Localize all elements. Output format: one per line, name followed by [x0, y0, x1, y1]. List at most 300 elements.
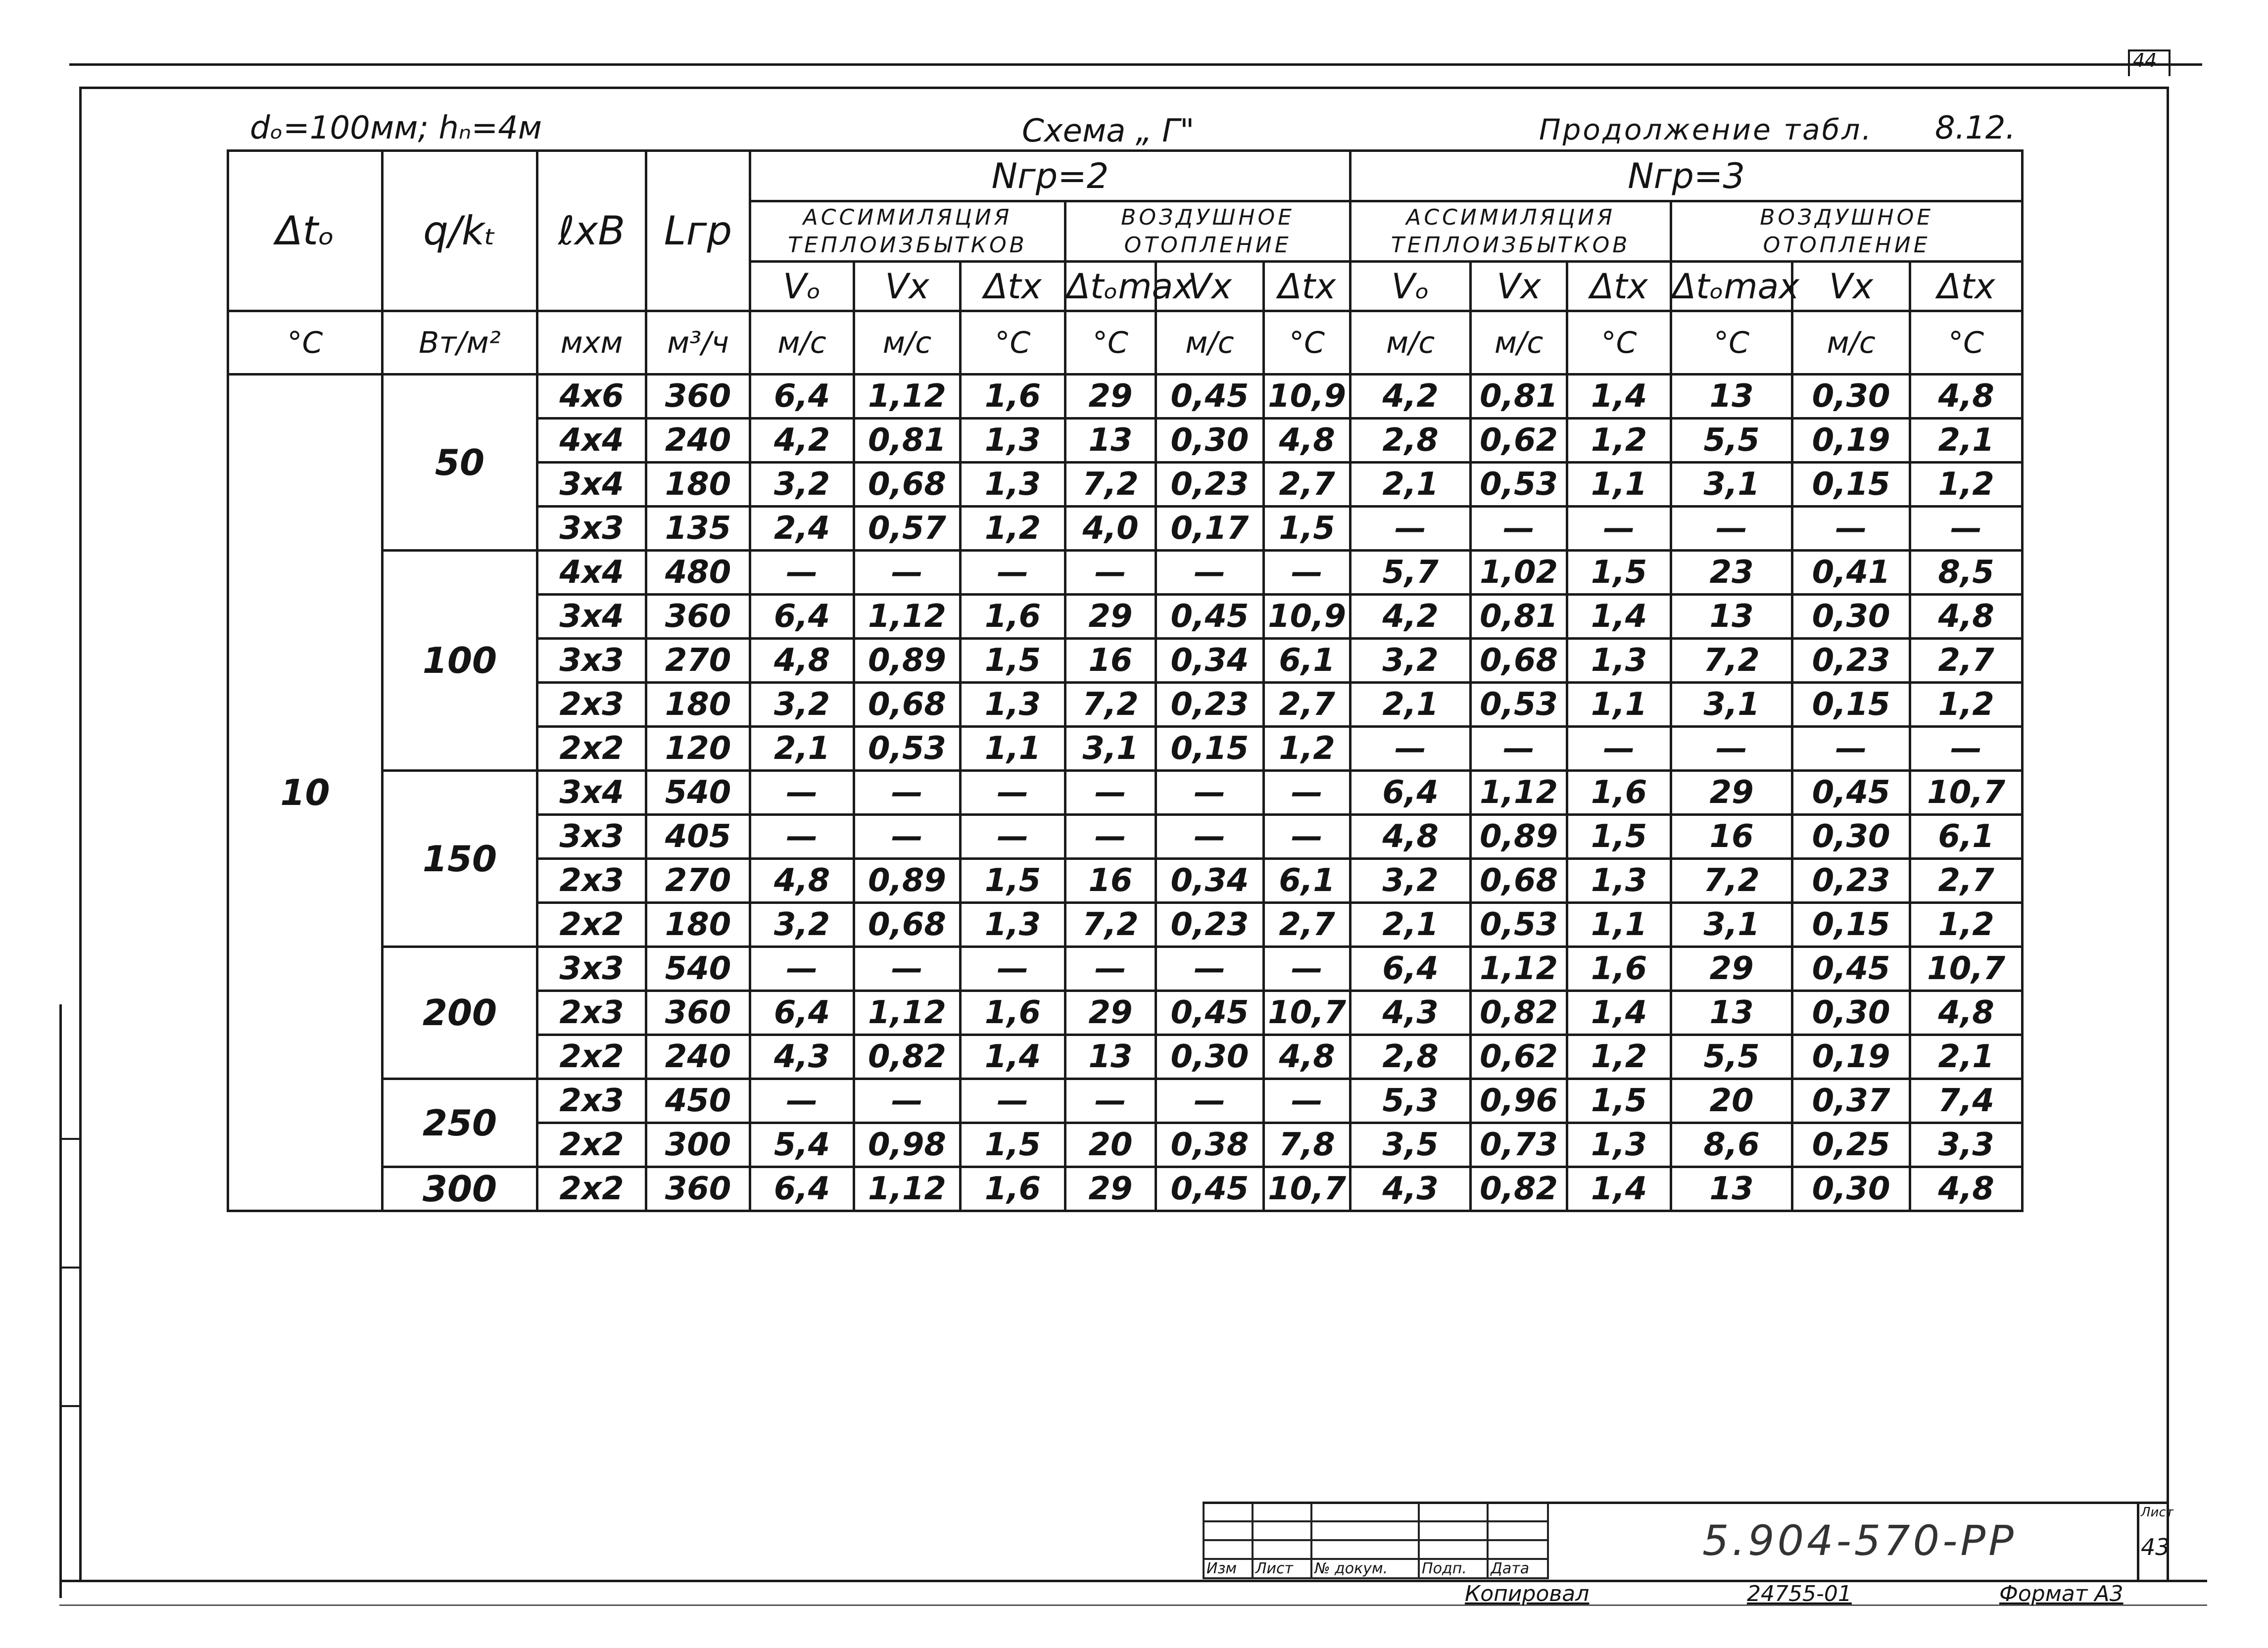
q-group-cell: 200 [383, 947, 537, 1079]
table-cell: 1,12 [1471, 771, 1567, 815]
table-cell: — [1264, 771, 1351, 815]
table-cell: 0,62 [1471, 1035, 1567, 1079]
table-cell: 2,7 [1264, 903, 1351, 947]
archive-number: 24755-01 [1747, 1581, 1852, 1606]
table-cell: — [750, 1079, 854, 1123]
table-cell: 0,82 [1471, 1167, 1567, 1211]
data-table [227, 149, 2024, 1212]
table-cell: 2,1 [1910, 1035, 2023, 1079]
table-cell: 0,34 [1156, 639, 1264, 683]
table-cell: 1,12 [1471, 947, 1567, 991]
unit-cell: м/с [854, 311, 961, 375]
table-cell: 3x4 [537, 771, 646, 815]
n2-assim-header: АССИМИЛЯЦИЯ ТЕПЛОИЗБЫТКОВ [750, 201, 1065, 262]
group-n2-header: Nгр=2 [750, 151, 1351, 201]
table-cell: 5,7 [1351, 551, 1471, 595]
table-cell: 13 [1671, 375, 1792, 419]
table-cell: 1,5 [1567, 815, 1671, 859]
table-cell: 0,37 [1792, 1079, 1910, 1123]
param-header: Vx [1792, 262, 1910, 311]
table-cell: 3x3 [537, 507, 646, 551]
table-cell: 1,6 [961, 1167, 1065, 1211]
table-cell: 0,19 [1792, 419, 1910, 463]
table-cell: 5,4 [750, 1123, 854, 1167]
table-cell: 4,3 [1351, 1167, 1471, 1211]
table-cell: — [1910, 727, 2023, 771]
table-cell: 13 [1671, 991, 1792, 1035]
table-cell: 0,57 [854, 507, 961, 551]
col-dt-header: Δtₒ [228, 151, 383, 311]
table-cell: 0,81 [1471, 595, 1567, 639]
table-cell: 0,23 [1156, 903, 1264, 947]
unit-cell: мхм [537, 311, 646, 375]
table-cell: 4,0 [1065, 507, 1156, 551]
table-cell: 1,12 [854, 991, 961, 1035]
table-cell: 1,4 [1567, 1167, 1671, 1211]
table-cell: 16 [1671, 815, 1792, 859]
q-group-cell: 100 [383, 551, 537, 771]
unit-cell: м/с [1471, 311, 1567, 375]
table-cell: 20 [1671, 1079, 1792, 1123]
table-cell: 29 [1065, 595, 1156, 639]
table-cell: 0,68 [1471, 639, 1567, 683]
table-cell: 4,8 [1910, 375, 2023, 419]
table-cell: 6,4 [1351, 771, 1471, 815]
table-cell: — [1471, 507, 1567, 551]
table-cell: 0,82 [854, 1035, 961, 1079]
param-header: Δtₒmax [1671, 262, 1792, 311]
unit-cell: °C [1567, 311, 1671, 375]
binding-tick-2 [59, 1267, 82, 1269]
param-header: Vx [1156, 262, 1264, 311]
table-cell: 0,53 [1471, 463, 1567, 507]
table-cell: — [750, 551, 854, 595]
table-cell: 13 [1671, 595, 1792, 639]
table-cell: 0,30 [1792, 595, 1910, 639]
table-cell: 1,2 [1567, 1035, 1671, 1079]
table-row [228, 1167, 2023, 1211]
table-cell: 3,2 [750, 683, 854, 727]
table-cell: 0,15 [1792, 903, 1910, 947]
table-cell: — [1156, 815, 1264, 859]
n3-heating-header: ВОЗДУШНОЕ ОТОПЛЕНИЕ [1671, 201, 2023, 262]
table-cell: — [1671, 727, 1792, 771]
table-cell: 0,45 [1792, 947, 1910, 991]
table-cell: 360 [646, 375, 750, 419]
table-cell: 1,2 [1910, 683, 2023, 727]
table-cell: — [1156, 771, 1264, 815]
table-cell: 13 [1671, 1167, 1792, 1211]
table-cell: 1,2 [1910, 903, 2023, 947]
table-cell: 0,98 [854, 1123, 961, 1167]
table-cell: 2x2 [537, 903, 646, 947]
table-cell: 6,4 [750, 1167, 854, 1211]
table-cell: 1,2 [1567, 419, 1671, 463]
table-cell: 16 [1065, 859, 1156, 903]
table-cell: 6,1 [1264, 639, 1351, 683]
table-cell: 7,2 [1671, 639, 1792, 683]
param-header: Δtx [1264, 262, 1351, 311]
table-cell: 7,2 [1065, 903, 1156, 947]
table-cell: 0,15 [1792, 683, 1910, 727]
table-cell: 0,30 [1792, 1167, 1910, 1211]
table-cell: 2,1 [1351, 903, 1471, 947]
table-cell: 7,4 [1910, 1079, 2023, 1123]
table-cell: 0,68 [854, 463, 961, 507]
table-cell: — [750, 771, 854, 815]
table-cell: 10,9 [1264, 595, 1351, 639]
table-cell: 0,19 [1792, 1035, 1910, 1079]
table-cell: — [1351, 727, 1471, 771]
table-cell: 0,81 [854, 419, 961, 463]
table-cell: 360 [646, 595, 750, 639]
revision-stamp [1203, 1502, 1549, 1579]
table-cell: — [1264, 551, 1351, 595]
table-cell: 1,3 [961, 903, 1065, 947]
table-cell: 0,15 [1792, 463, 1910, 507]
unit-cell: °C [1264, 311, 1351, 375]
table-cell: 10,7 [1264, 991, 1351, 1035]
table-cell: 4,8 [1264, 419, 1351, 463]
table-cell: 0,25 [1792, 1123, 1910, 1167]
table-cell: 0,96 [1471, 1079, 1567, 1123]
col-q-header: q/kₜ [383, 151, 537, 311]
table-cell: 2,7 [1264, 463, 1351, 507]
table-cell: — [1264, 815, 1351, 859]
table-cell: 1,1 [1567, 683, 1671, 727]
table-body [228, 375, 2023, 1211]
table-cell: 540 [646, 771, 750, 815]
table-cell: 5,5 [1671, 1035, 1792, 1079]
table-cell: 7,2 [1671, 859, 1792, 903]
table-cell: 16 [1065, 639, 1156, 683]
table-cell: 2x2 [537, 1035, 646, 1079]
table-cell: 1,4 [961, 1035, 1065, 1079]
table-cell: 4x4 [537, 419, 646, 463]
table-cell: 3,1 [1065, 727, 1156, 771]
table-cell: — [961, 947, 1065, 991]
table-cell: 1,2 [1910, 463, 2023, 507]
copied-label: Копировал [1465, 1581, 1590, 1606]
table-cell: 1,6 [1567, 947, 1671, 991]
table-cell: 0,30 [1156, 1035, 1264, 1079]
table-cell: 240 [646, 1035, 750, 1079]
table-cell: — [1156, 1079, 1264, 1123]
q-group-cell: 150 [383, 771, 537, 947]
table-cell: 0,45 [1156, 1167, 1264, 1211]
table-cell: 1,5 [1567, 551, 1671, 595]
table-cell: 2x2 [537, 727, 646, 771]
page-number-top: 44 [2133, 49, 2157, 71]
unit-cell: м/с [1792, 311, 1910, 375]
table-cell: 1,6 [961, 375, 1065, 419]
table-cell: 29 [1065, 1167, 1156, 1211]
table-cell: — [961, 551, 1065, 595]
table-cell: 3,2 [750, 463, 854, 507]
table-cell: 3x4 [537, 463, 646, 507]
table-cell: 13 [1065, 419, 1156, 463]
table-cell: — [1156, 551, 1264, 595]
unit-cell: °C [1065, 311, 1156, 375]
col-l-header: Lгр [646, 151, 750, 311]
frame-right [2167, 87, 2169, 1581]
table-cell: 3,1 [1671, 683, 1792, 727]
param-header: Vₒ [750, 262, 854, 311]
table-cell: 360 [646, 991, 750, 1035]
table-cell: — [854, 947, 961, 991]
table-cell: 0,30 [1792, 991, 1910, 1035]
table-cell: 405 [646, 815, 750, 859]
table-cell: 20 [1065, 1123, 1156, 1167]
table-cell: 2,8 [1351, 419, 1471, 463]
table-row [228, 771, 2023, 815]
table-cell: 7,2 [1065, 463, 1156, 507]
table-cell: 1,12 [854, 595, 961, 639]
param-header: Vx [854, 262, 961, 311]
table-cell: 4,8 [1910, 1167, 2023, 1211]
table-cell: 0,81 [1471, 375, 1567, 419]
table-cell: 0,30 [1156, 419, 1264, 463]
table-cell: 8,5 [1910, 551, 2023, 595]
table-cell: 4,3 [1351, 991, 1471, 1035]
table-cell: 2x3 [537, 683, 646, 727]
table-cell: 0,23 [1156, 463, 1264, 507]
table-row [228, 1079, 2023, 1123]
table-cell: 0,68 [1471, 859, 1567, 903]
param-header: Δtx [961, 262, 1065, 311]
table-cell: — [1264, 1079, 1351, 1123]
table-cell: 1,3 [1567, 639, 1671, 683]
table-cell: 1,6 [961, 595, 1065, 639]
table-cell: 6,1 [1264, 859, 1351, 903]
table-cell: 3,5 [1351, 1123, 1471, 1167]
table-cell: 5,5 [1671, 419, 1792, 463]
frame-bottom [59, 1580, 2207, 1582]
frame-left [79, 87, 82, 1581]
table-cell: 4,2 [1351, 595, 1471, 639]
table-cell: — [750, 815, 854, 859]
table-cell: 2,1 [1351, 683, 1471, 727]
table-cell: 0,30 [1792, 375, 1910, 419]
top-rule [69, 63, 2202, 66]
table-cell: — [1065, 815, 1156, 859]
table-cell: — [1792, 727, 1910, 771]
table-cell: — [854, 815, 961, 859]
table-cell: 2,7 [1910, 859, 2023, 903]
table-cell: 2,4 [750, 507, 854, 551]
table-row [228, 947, 2023, 991]
table-cell: 1,5 [961, 859, 1065, 903]
table-cell: 1,12 [854, 375, 961, 419]
table-cell: 0,45 [1156, 595, 1264, 639]
table-cell: 1,2 [1264, 727, 1351, 771]
table-cell: 1,3 [1567, 1123, 1671, 1167]
table-cell: 29 [1671, 947, 1792, 991]
table-cell: 8,6 [1671, 1123, 1792, 1167]
table-cell: 0,23 [1156, 683, 1264, 727]
stamp-col-date: Дата [1488, 1559, 1548, 1578]
table-cell: 23 [1671, 551, 1792, 595]
table-cell: 2,7 [1910, 639, 2023, 683]
binding-tick-1 [59, 1138, 82, 1140]
q-group-cell: 250 [383, 1079, 537, 1167]
unit-cell: °C [1910, 311, 2023, 375]
unit-cell: °C [1671, 311, 1792, 375]
table-cell: 270 [646, 859, 750, 903]
table-cell: 1,3 [961, 419, 1065, 463]
table-cell: 10,7 [1264, 1167, 1351, 1211]
table-cell: — [1567, 507, 1671, 551]
header-scheme: Схема „ Г" [1022, 113, 1195, 149]
header-table-number: 8.12. [1935, 110, 2016, 146]
q-group-cell: 300 [383, 1167, 537, 1211]
table-cell: 0,23 [1792, 639, 1910, 683]
table-cell: 0,68 [854, 903, 961, 947]
doc-code: 5.904-570-РР [1702, 1516, 2017, 1565]
table-cell: 1,4 [1567, 991, 1671, 1035]
table-cell: — [1471, 727, 1567, 771]
table-cell: 1,4 [1567, 375, 1671, 419]
q-group-cell: 50 [383, 375, 537, 551]
table-cell: 10,9 [1264, 375, 1351, 419]
unit-cell: м/с [1156, 311, 1264, 375]
table-cell: 4,2 [750, 419, 854, 463]
table-cell: 0,89 [854, 639, 961, 683]
table-cell: 0,23 [1792, 859, 1910, 903]
table-cell: 0,17 [1156, 507, 1264, 551]
table-cell: 0,53 [1471, 683, 1567, 727]
table-cell: 29 [1065, 991, 1156, 1035]
table-cell: — [1065, 1079, 1156, 1123]
table-row [228, 375, 2023, 419]
table-cell: 3x3 [537, 639, 646, 683]
table-cell: 0,73 [1471, 1123, 1567, 1167]
table-cell: 2,1 [1351, 463, 1471, 507]
table-cell: — [1351, 507, 1471, 551]
table-cell: 6,4 [1351, 947, 1471, 991]
table-cell: 3,3 [1910, 1123, 2023, 1167]
unit-cell: Вт/м² [383, 311, 537, 375]
unit-cell: °C [961, 311, 1065, 375]
table-cell: 0,53 [1471, 903, 1567, 947]
table-cell: — [854, 551, 961, 595]
table-cell: 6,4 [750, 991, 854, 1035]
table-cell: 7,2 [1065, 683, 1156, 727]
table-cell: 4,8 [1910, 991, 2023, 1035]
table-cell: 10,7 [1910, 771, 2023, 815]
table-cell: 1,5 [961, 639, 1065, 683]
n2-heating-header: ВОЗДУШНОЕ ОТОПЛЕНИЕ [1065, 201, 1351, 262]
table-cell: 1,02 [1471, 551, 1567, 595]
table-cell: — [961, 771, 1065, 815]
table-cell: — [1671, 507, 1792, 551]
table-cell: 1,1 [961, 727, 1065, 771]
table-cell: 29 [1671, 771, 1792, 815]
table-cell: — [854, 771, 961, 815]
table-cell: — [1567, 727, 1671, 771]
table-cell: 1,6 [1567, 771, 1671, 815]
header-continuation: Продолжение табл. [1539, 113, 1873, 146]
table-cell: 3,2 [750, 903, 854, 947]
table-cell: 0,62 [1471, 419, 1567, 463]
sheet-number: 43 [2141, 1534, 2170, 1560]
table-cell: 0,53 [854, 727, 961, 771]
table-cell: 360 [646, 1167, 750, 1211]
stamp-col-sheet: Лист [1253, 1559, 1311, 1578]
table-cell: 1,3 [961, 463, 1065, 507]
table-cell: 4,2 [1351, 375, 1471, 419]
table-cell: — [1065, 551, 1156, 595]
param-header: Δtx [1567, 262, 1671, 311]
table-cell: 3,2 [1351, 859, 1471, 903]
table-cell: 4x6 [537, 375, 646, 419]
table-cell: 180 [646, 683, 750, 727]
table-cell: 135 [646, 507, 750, 551]
table-cell: 1,4 [1567, 595, 1671, 639]
table-row [228, 551, 2023, 595]
table-cell: 4,8 [1264, 1035, 1351, 1079]
table-cell: 1,12 [854, 1167, 961, 1211]
table-cell: 1,6 [961, 991, 1065, 1035]
table-cell: 1,5 [1264, 507, 1351, 551]
table-cell: 0,89 [854, 859, 961, 903]
table-cell: 6,4 [750, 595, 854, 639]
unit-cell: м/с [750, 311, 854, 375]
table-cell: 1,5 [961, 1123, 1065, 1167]
n3-assim-header: АССИМИЛЯЦИЯ ТЕПЛОИЗБЫТКОВ [1351, 201, 1671, 262]
table-cell: 1,5 [1567, 1079, 1671, 1123]
table-cell: 4,8 [750, 859, 854, 903]
table-cell: 0,34 [1156, 859, 1264, 903]
table-cell: 3,2 [1351, 639, 1471, 683]
table-cell: 2x3 [537, 859, 646, 903]
table-cell: 2,1 [1910, 419, 2023, 463]
binding-margin [59, 1004, 62, 1598]
table-cell: 0,82 [1471, 991, 1567, 1035]
table-cell: — [1910, 507, 2023, 551]
table-cell: 0,68 [854, 683, 961, 727]
table-cell: 2x3 [537, 1079, 646, 1123]
table-cell: 4,8 [1910, 595, 2023, 639]
table-cell: 13 [1065, 1035, 1156, 1079]
table-cell: 3x3 [537, 947, 646, 991]
table-cell: 4,8 [750, 639, 854, 683]
sheet-label: Лист [2141, 1505, 2173, 1520]
table-cell: 0,38 [1156, 1123, 1264, 1167]
group-n3-header: Nгр=3 [1351, 151, 2023, 201]
stamp-col-sign: Подп. [1419, 1559, 1488, 1578]
table-cell: 2x3 [537, 991, 646, 1035]
table-cell: 2,8 [1351, 1035, 1471, 1079]
table-cell: 0,45 [1156, 375, 1264, 419]
stamp-col-doc: № докум. [1311, 1559, 1419, 1578]
param-header: Vₒ [1351, 262, 1471, 311]
format-label: Формат А3 [1999, 1581, 2123, 1606]
table-cell: 3,1 [1671, 903, 1792, 947]
stamp-col-rev: Изм [1204, 1559, 1253, 1578]
param-header: Δtx [1910, 262, 2023, 311]
table-cell: 3,1 [1671, 463, 1792, 507]
param-header: Δtₒmax [1065, 262, 1156, 311]
unit-cell: м/с [1351, 311, 1471, 375]
table-cell: — [961, 815, 1065, 859]
table-cell: — [854, 1079, 961, 1123]
table-cell: 7,8 [1264, 1123, 1351, 1167]
table-cell: — [1065, 771, 1156, 815]
table-cell: 540 [646, 947, 750, 991]
frame-bottom-dash [59, 1604, 2207, 1606]
table-cell: 240 [646, 419, 750, 463]
